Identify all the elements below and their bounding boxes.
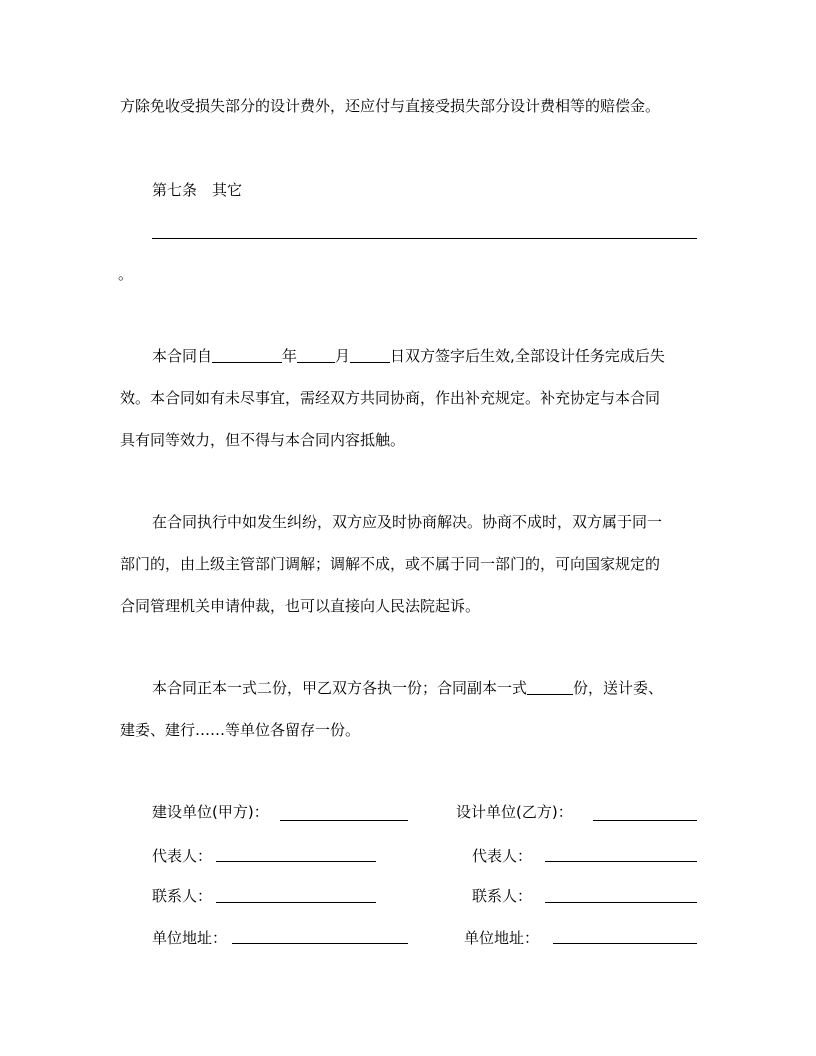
party-b-unit-label: 设计单位(乙方)： bbox=[456, 803, 573, 821]
text-segment: 年 bbox=[282, 347, 298, 365]
copies-line bbox=[152, 678, 663, 698]
party-b-rep-line bbox=[545, 861, 697, 862]
party-b-rep-label: 代表人： bbox=[472, 847, 533, 865]
text-segment: 本合同正本一式二份，甲乙双方各执一份；合同副本一式 bbox=[152, 679, 528, 697]
party-a-address-line bbox=[232, 943, 408, 944]
paragraph-line: 部门的，由上级主管部门调解；调解不成，或不属于同一部门的，可向国家规定的 bbox=[120, 555, 661, 573]
party-a-contact-line bbox=[216, 902, 376, 903]
copies-blank bbox=[527, 678, 573, 695]
party-b-address-label: 单位地址： bbox=[464, 929, 540, 947]
paragraph-line: 建委、建行……等单位各留存一份。 bbox=[120, 721, 361, 739]
party-b-unit-line bbox=[593, 820, 697, 821]
effective-date-line bbox=[152, 346, 665, 366]
party-a-address-label: 单位地址： bbox=[152, 929, 228, 947]
day-blank bbox=[350, 346, 390, 363]
party-a-contact-label: 联系人： bbox=[152, 887, 213, 905]
year-blank bbox=[212, 346, 282, 363]
paragraph-line: 方除免收受损失部分的设计费外，还应付与直接受损失部分设计费相等的赔偿金。 bbox=[120, 97, 661, 115]
text-segment: 份，送计委、 bbox=[573, 679, 664, 697]
paragraph-line: 在合同执行中如发生纠纷，双方应及时协商解决。协商不成时，双方属于同一 bbox=[152, 513, 663, 531]
fill-in-line bbox=[152, 238, 697, 239]
party-b-contact-label: 联系人： bbox=[472, 887, 533, 905]
party-a-rep-line bbox=[216, 861, 376, 862]
party-a-rep-label: 代表人： bbox=[152, 847, 213, 865]
party-a-unit-line bbox=[280, 820, 408, 821]
paragraph-line: 具有同等效力，但不得与本合同内容抵触。 bbox=[120, 431, 406, 449]
paragraph-line: 效。本合同如有未尽事宜，需经双方共同协商，作出补充规定。补充协定与本合同 bbox=[120, 389, 661, 407]
party-a-unit-label: 建设单位(甲方)： bbox=[152, 803, 269, 821]
period-mark: 。 bbox=[118, 265, 134, 283]
text-segment: 日双方签字后生效,全部设计任务完成后失 bbox=[390, 347, 665, 365]
text-segment: 本合同自 bbox=[152, 347, 213, 365]
paragraph-line: 合同管理机关申请仲裁，也可以直接向人民法院起诉。 bbox=[120, 597, 481, 615]
text-segment: 月 bbox=[335, 347, 351, 365]
party-b-address-line bbox=[553, 943, 697, 944]
month-blank bbox=[297, 346, 335, 363]
article-7-heading: 第七条 其它 bbox=[152, 181, 243, 199]
party-b-contact-line bbox=[545, 902, 697, 903]
